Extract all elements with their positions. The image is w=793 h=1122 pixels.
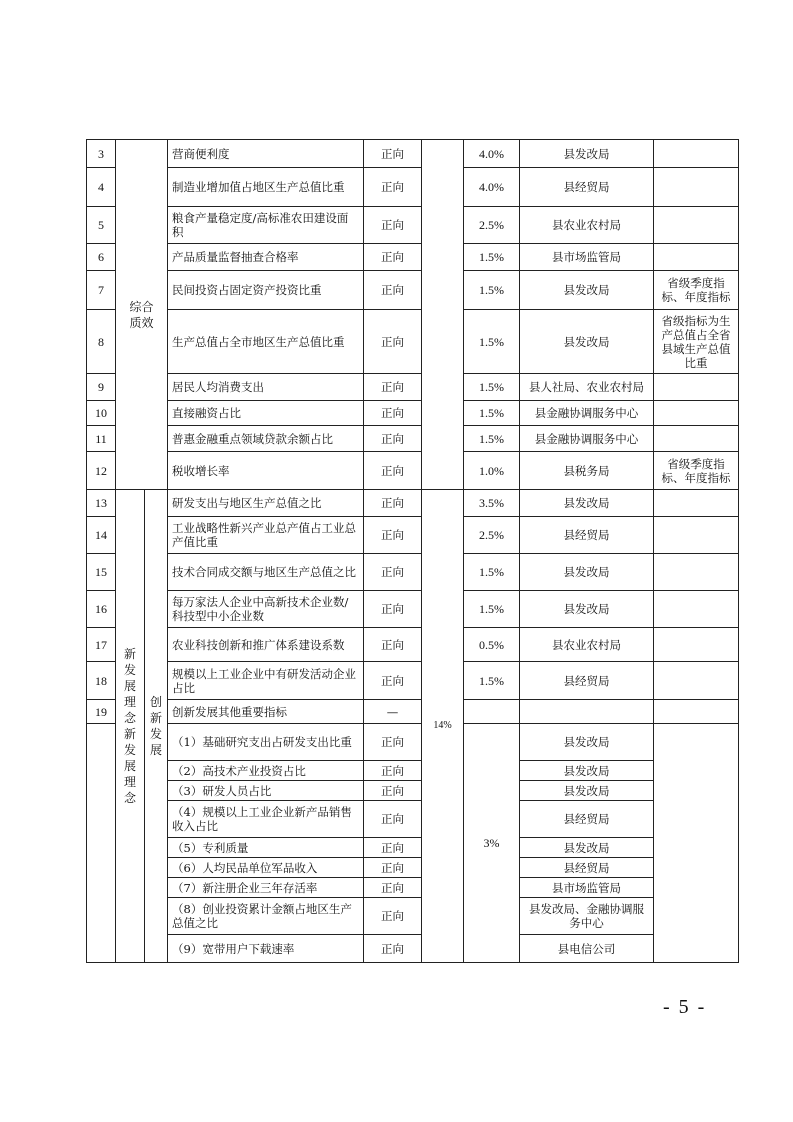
direction: 正向 — [364, 452, 422, 490]
table-row — [87, 490, 739, 517]
row-number: 17 — [87, 628, 116, 662]
direction: 正向 — [364, 490, 422, 517]
weight: 2.5% — [464, 207, 520, 244]
note: 省级季度指标、年度指标 — [654, 452, 739, 490]
indicator-name: （7）新注册企业三年存活率 — [168, 878, 364, 898]
department: 县经贸局 — [520, 517, 654, 554]
table-row — [87, 662, 739, 700]
table-row — [87, 452, 739, 490]
note: 省级指标为生产总值占全省县域生产总值比重 — [654, 310, 739, 374]
department: 县农业农村局 — [520, 628, 654, 662]
weight: 2.5% — [464, 517, 520, 554]
department: 县发改局 — [520, 838, 654, 858]
department: 县发改局 — [520, 781, 654, 801]
department: 县发改局 — [520, 490, 654, 517]
indicator-name: 创新发展其他重要指标 — [168, 700, 364, 724]
table-row — [87, 554, 739, 591]
row-number: 8 — [87, 310, 116, 374]
indicator-name: （8）创业投资累计金额占地区生产总值之比 — [168, 898, 364, 935]
department: 县发改局、金融协调服务中心 — [520, 898, 654, 935]
note — [654, 244, 739, 271]
group-weight-blank — [422, 140, 464, 490]
note — [654, 700, 739, 724]
indicator-name: （9）宽带用户下载速率 — [168, 935, 364, 963]
weight: 4.0% — [464, 140, 520, 168]
row-number: 15 — [87, 554, 116, 591]
indicator-name: 规模以上工业企业中有研发活动企业占比 — [168, 662, 364, 700]
row-number: 6 — [87, 244, 116, 271]
department: 县税务局 — [520, 452, 654, 490]
department: 县发改局 — [520, 591, 654, 628]
table-row — [87, 140, 739, 168]
department: 县金融协调服务中心 — [520, 401, 654, 426]
category-cell — [145, 490, 168, 963]
indicator-name: 普惠金融重点领域贷款余额占比 — [168, 426, 364, 452]
category-label: 创新发展 — [149, 695, 162, 757]
indicator-name: （2）高技术产业投资占比 — [168, 761, 364, 781]
note — [654, 168, 739, 207]
department: 县市场监管局 — [520, 244, 654, 271]
concept-label: 新发展理念新发展理念 — [123, 647, 136, 805]
direction: 正向 — [364, 898, 422, 935]
table-row — [87, 168, 739, 207]
table-row — [87, 426, 739, 452]
note — [654, 426, 739, 452]
department: 县经贸局 — [520, 662, 654, 700]
department: 县发改局 — [520, 310, 654, 374]
row-number: 16 — [87, 591, 116, 628]
direction: 正向 — [364, 168, 422, 207]
indicator-name: （6）人均民品单位军品收入 — [168, 858, 364, 878]
concept-cell — [116, 490, 145, 963]
indicator-name: （5）专利质量 — [168, 838, 364, 858]
table-row — [87, 801, 739, 838]
direction: 正向 — [364, 591, 422, 628]
direction: 正向 — [364, 878, 422, 898]
note — [654, 207, 739, 244]
table-row — [87, 591, 739, 628]
indicator-name: 生产总值占全市地区生产总值比重 — [168, 310, 364, 374]
note — [654, 374, 739, 401]
weight: 4.0% — [464, 168, 520, 207]
weight: 1.5% — [464, 401, 520, 426]
table-row — [87, 207, 739, 244]
note-blank — [654, 724, 739, 963]
note — [654, 140, 739, 168]
row-number: 4 — [87, 168, 116, 207]
note — [654, 628, 739, 662]
direction: 正向 — [364, 724, 422, 761]
indicator-name: 税收增长率 — [168, 452, 364, 490]
table-row — [87, 271, 739, 310]
indicator-name: 每万家法人企业中高新技术企业数/科技型中小企业数 — [168, 591, 364, 628]
indicator-name: 农业科技创新和推广体系建设系数 — [168, 628, 364, 662]
table-row — [87, 761, 739, 781]
page-number: - 5 - — [663, 996, 707, 1018]
indicator-name: 营商便利度 — [168, 140, 364, 168]
indicator-name: 产品质量监督抽查合格率 — [168, 244, 364, 271]
direction: 正向 — [364, 781, 422, 801]
department: 县经贸局 — [520, 801, 654, 838]
sub-weight: 3% — [464, 724, 520, 963]
weight: 1.5% — [464, 271, 520, 310]
indicator-table — [86, 139, 739, 963]
direction: 正向 — [364, 401, 422, 426]
indicator-name: （3）研发人员占比 — [168, 781, 364, 801]
indicator-name: 研发支出与地区生产总值之比 — [168, 490, 364, 517]
direction: 正向 — [364, 517, 422, 554]
note — [654, 517, 739, 554]
table-row — [87, 310, 739, 374]
row-number: 5 — [87, 207, 116, 244]
department — [520, 700, 654, 724]
department: 县经贸局 — [520, 168, 654, 207]
weight: 1.0% — [464, 452, 520, 490]
weight: 1.5% — [464, 310, 520, 374]
note — [654, 401, 739, 426]
department: 县农业农村局 — [520, 207, 654, 244]
department: 县发改局 — [520, 761, 654, 781]
row-number: 7 — [87, 271, 116, 310]
weight: 1.5% — [464, 426, 520, 452]
row-number: 11 — [87, 426, 116, 452]
department: 县发改局 — [520, 554, 654, 591]
row-number: 12 — [87, 452, 116, 490]
direction: 正向 — [364, 207, 422, 244]
direction: 正向 — [364, 838, 422, 858]
note — [654, 591, 739, 628]
direction: 正向 — [364, 271, 422, 310]
weight: 1.5% — [464, 244, 520, 271]
weight: 0.5% — [464, 628, 520, 662]
dimension-label: 综合质效 — [129, 299, 154, 330]
row-number: 3 — [87, 140, 116, 168]
weight — [464, 700, 520, 724]
department: 县发改局 — [520, 271, 654, 310]
row-number: 10 — [87, 401, 116, 426]
row-number: 18 — [87, 662, 116, 700]
table-row — [87, 517, 739, 554]
note: 省级季度指标、年度指标 — [654, 271, 739, 310]
direction: 正向 — [364, 140, 422, 168]
table-row — [87, 724, 739, 761]
note — [654, 554, 739, 591]
indicator-name: 技术合同成交额与地区生产总值之比 — [168, 554, 364, 591]
table-row — [87, 935, 739, 963]
weight: 1.5% — [464, 374, 520, 401]
department: 县经贸局 — [520, 858, 654, 878]
direction: 正向 — [364, 244, 422, 271]
direction: 正向 — [364, 554, 422, 591]
row-number: 14 — [87, 517, 116, 554]
table-row — [87, 878, 739, 898]
table-row — [87, 898, 739, 935]
weight: 1.5% — [464, 662, 520, 700]
department: 县人社局、农业农村局 — [520, 374, 654, 401]
indicator-name: 制造业增加值占地区生产总值比重 — [168, 168, 364, 207]
indicator-name: 民间投资占固定资产投资比重 — [168, 271, 364, 310]
direction: 正向 — [364, 801, 422, 838]
indicator-name: 直接融资占比 — [168, 401, 364, 426]
direction: 正向 — [364, 662, 422, 700]
department: 县发改局 — [520, 724, 654, 761]
direction: 正向 — [364, 628, 422, 662]
weight: 1.5% — [464, 591, 520, 628]
table-row — [87, 838, 739, 858]
table-row — [87, 374, 739, 401]
note — [654, 490, 739, 517]
table-row — [87, 781, 739, 801]
direction: — — [364, 700, 422, 724]
row-number: 13 — [87, 490, 116, 517]
department: 县电信公司 — [520, 935, 654, 963]
table-row — [87, 401, 739, 426]
group-weight: 14% — [422, 490, 464, 963]
indicator-name: 居民人均消费支出 — [168, 374, 364, 401]
row-number: 19 — [87, 700, 116, 724]
direction: 正向 — [364, 426, 422, 452]
weight: 3.5% — [464, 490, 520, 517]
table-row — [87, 700, 739, 724]
row-number: 9 — [87, 374, 116, 401]
indicator-name: （4）规模以上工业企业新产品销售收入占比 — [168, 801, 364, 838]
department: 县发改局 — [520, 140, 654, 168]
table-row — [87, 858, 739, 878]
direction: 正向 — [364, 761, 422, 781]
department: 县市场监管局 — [520, 878, 654, 898]
department: 县金融协调服务中心 — [520, 426, 654, 452]
direction: 正向 — [364, 374, 422, 401]
direction: 正向 — [364, 935, 422, 963]
table-row — [87, 628, 739, 662]
weight: 1.5% — [464, 554, 520, 591]
table-row — [87, 244, 739, 271]
indicator-name: 粮食产量稳定度/高标准农田建设面积 — [168, 207, 364, 244]
row-number-blank — [87, 724, 116, 963]
direction: 正向 — [364, 858, 422, 878]
direction: 正向 — [364, 310, 422, 374]
note — [654, 662, 739, 700]
indicator-name: 工业战略性新兴产业总产值占工业总产值比重 — [168, 517, 364, 554]
indicator-name: （1）基础研究支出占研发支出比重 — [168, 724, 364, 761]
dimension-cell — [116, 140, 168, 490]
